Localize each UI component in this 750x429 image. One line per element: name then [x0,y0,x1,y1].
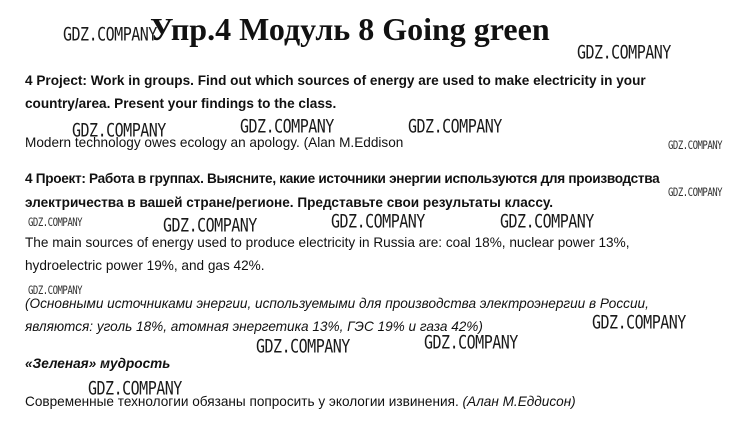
watermark: GDZ.COMPANY [163,213,257,237]
watermark: GDZ.COMPANY [88,376,182,400]
project-ru-line-2: электричества в вашей стране/регионе. Представьте свои результаты классу. [25,195,554,210]
page-title: Упр.4 Модуль 8 Going green [150,11,550,47]
watermark: GDZ.COMPANY [668,140,723,153]
answer-en-line-1: The main sources of energy used to produce electricity in Russia are: coal 18%, nuclear power 13%, [25,235,630,250]
answer-ru-line-2: являются: уголь 18%, атомная энергетика 13%, ГЭС 19% и газа 42%) [25,319,483,334]
project-en-line-2: country/area. Present your findings to the class. [25,96,337,111]
watermark: GDZ.COMPANY [408,114,502,138]
answer-ru-line-1: (Основными источниками энергии, используемыми для производства электроэнергии в России, [25,296,649,311]
watermark: GDZ.COMPANY [72,118,166,142]
watermark: GDZ.COMPANY [240,114,334,138]
watermark: GDZ.COMPANY [63,22,157,46]
quote-en: Modern technology owes ecology an apology. (Alan M.Eddison [25,135,404,150]
watermark: GDZ.COMPANY [424,330,518,354]
project-ru-line-1: 4 Проект: Работа в группах. Выясните, какие источники энергии используются для производства [25,171,660,186]
watermark: GDZ.COMPANY [577,40,671,64]
watermark: GDZ.COMPANY [500,209,594,233]
answer-en-line-2: hydroelectric power 19%, and gas 42%. [25,258,265,273]
watermark: GDZ.COMPANY [668,187,723,200]
wisdom-heading: «Зеленая» мудрость [25,356,171,371]
watermark: GDZ.COMPANY [592,310,686,334]
watermark: GDZ.COMPANY [28,217,83,230]
project-en-line-1: 4 Project: Work in groups. Find out which sources of energy are used to make electricity in your [25,73,646,88]
watermark: GDZ.COMPANY [256,334,350,358]
quote-ru-author: (Алан М.Еддисон) [462,394,576,409]
watermark: GDZ.COMPANY [331,209,425,233]
quote-ru-text: Современные технологии обязаны попросить у экологии извинения. [25,394,463,409]
watermark: GDZ.COMPANY [28,285,83,298]
